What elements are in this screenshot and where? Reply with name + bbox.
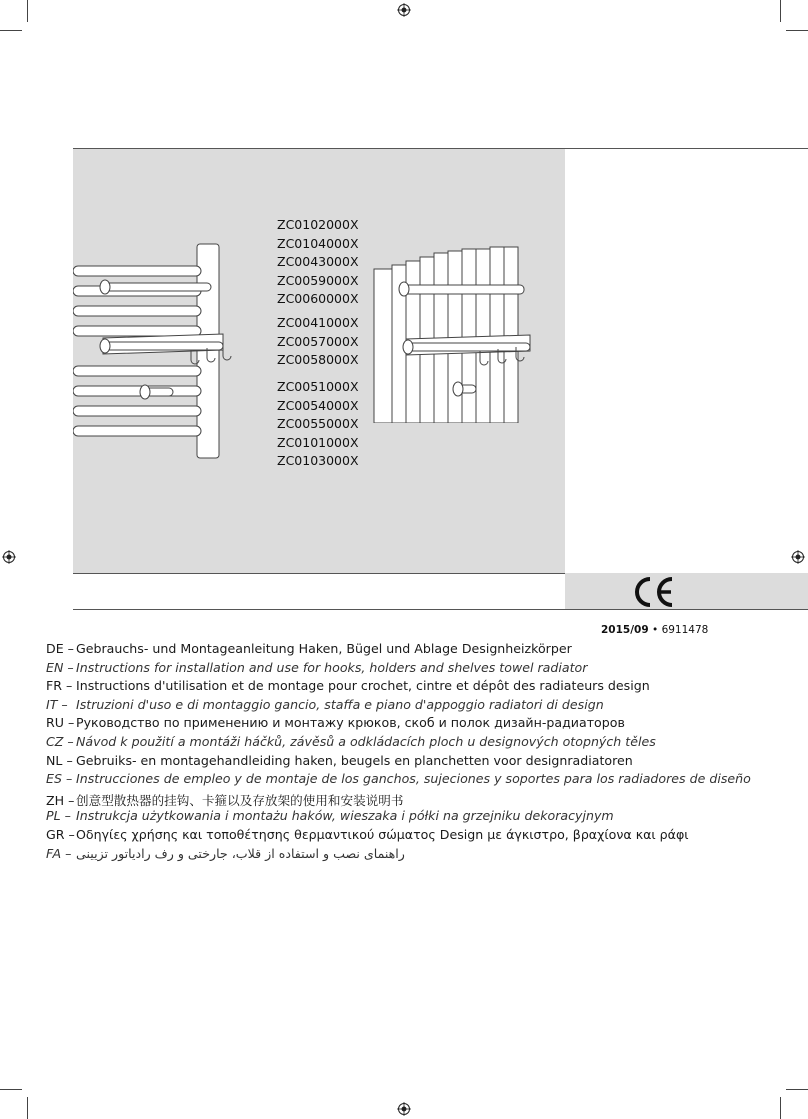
version-date: 2015/09 [601,624,649,636]
registration-mark-icon [791,550,805,564]
product-code: ZC0058000X [277,352,359,367]
crop-mark [0,1089,22,1090]
language-code: DE – [46,641,74,656]
product-codes-group-1 [277,216,359,309]
language-line-cz [46,734,786,753]
product-code: ZC0051000X [277,379,359,394]
crop-mark [780,1097,781,1119]
crop-mark [27,1097,28,1119]
product-code: ZC0101000X [277,434,359,450]
language-line-de [46,641,786,660]
language-line-es [46,771,786,790]
language-code: NL – [46,752,73,768]
language-title: Istruzioni d'uso e di montaggio gancio, staffa e piano d'appoggio radiatori di design [76,696,604,712]
product-code: ZC0104000X [277,235,359,251]
language-title: Instrukcja użytkowania i montażu haków, wieszaka i półki na grzejniku dekoracyjnym [76,808,614,824]
language-line-fr [46,678,786,697]
language-line-fa [46,846,786,865]
crop-mark [0,30,22,31]
language-line-ru [46,715,786,734]
product-code: ZC0057000X [277,333,359,349]
language-title: Руководство по применению и монтажу крюков, скоб и полок дизайн-радиаторов [76,715,625,731]
language-line-en [46,660,786,679]
crop-mark [780,0,781,22]
language-line-it [46,697,786,716]
product-code: ZC0102000X [277,217,359,232]
crop-mark [786,1089,808,1090]
language-title: Gebruiks- en montagehandleiding haken, beugels en planchetten voor designradiatoren [76,752,633,768]
language-title-list [46,641,786,864]
language-title: Instructions d'utilisation et de montage pour crochet, cintre et dépôt des radiateurs design [76,678,650,694]
language-code: GR – [46,826,75,842]
ce-band [565,573,808,609]
product-codes-group-2 [277,314,359,370]
language-title: راهنمای نصب و استفاده از قلاب، جارختی و رف رادیاتور تزیینی [76,845,405,861]
document-version [601,624,708,636]
registration-mark-icon [397,1102,411,1116]
registration-mark-icon [397,3,411,17]
product-code: ZC0055000X [277,416,359,431]
language-title: Gebrauchs- und Montageanleitung Haken, Bügel und Ablage Designheizkörper [76,641,572,656]
language-line-zh [46,790,786,809]
language-title: Instrucciones de empleo y de montaje de los ganchos, sujeciones y soportes para los radiadores de diseño [76,771,751,787]
language-code: FA – [46,845,72,861]
language-code: FR – [46,678,73,694]
top-rule [73,148,808,149]
language-code: EN – [46,659,74,675]
language-title: Návod k použití a montáži háčků, závěsů a odkládacích ploch u designových otopných těles [76,733,656,749]
language-code: RU – [46,715,75,731]
product-codes-group-3 [277,378,359,471]
language-title: 创意型散热器的挂钩、卡箍以及存放架的使用和安装说明书 [76,792,404,808]
language-line-gr [46,827,786,846]
crop-mark [27,0,28,22]
registration-mark-icon [2,550,16,564]
language-code: PL – [46,808,71,824]
language-code: ES – [46,771,73,787]
ce-mark-icon [630,576,676,608]
version-separator: • [652,624,659,636]
document-number: 6911478 [661,624,709,636]
product-code: ZC0043000X [277,254,359,269]
language-title: Instructions for installation and use for hooks, holders and shelves towel radiator [76,659,588,675]
crop-mark [786,30,808,31]
language-title: Οδηγίες χρήσης και τοποθέτησης θερμαντικού σώματος Design με άγκιστρο, βραχίονα και ράφι [76,826,689,842]
product-code: ZC0054000X [277,397,359,413]
language-code: IT – [46,696,68,712]
product-code: ZC0059000X [277,272,359,288]
ladder-radiator-illustration [73,238,233,460]
product-code: ZC0103000X [277,453,359,468]
bottom-rule [73,609,808,610]
language-line-nl [46,753,786,772]
product-code: ZC0041000X [277,315,359,330]
product-code: ZC0060000X [277,291,359,306]
language-code: CZ – [46,733,74,749]
language-code: ZH – [46,792,75,808]
column-radiator-illustration [372,243,532,423]
language-line-pl [46,808,786,827]
